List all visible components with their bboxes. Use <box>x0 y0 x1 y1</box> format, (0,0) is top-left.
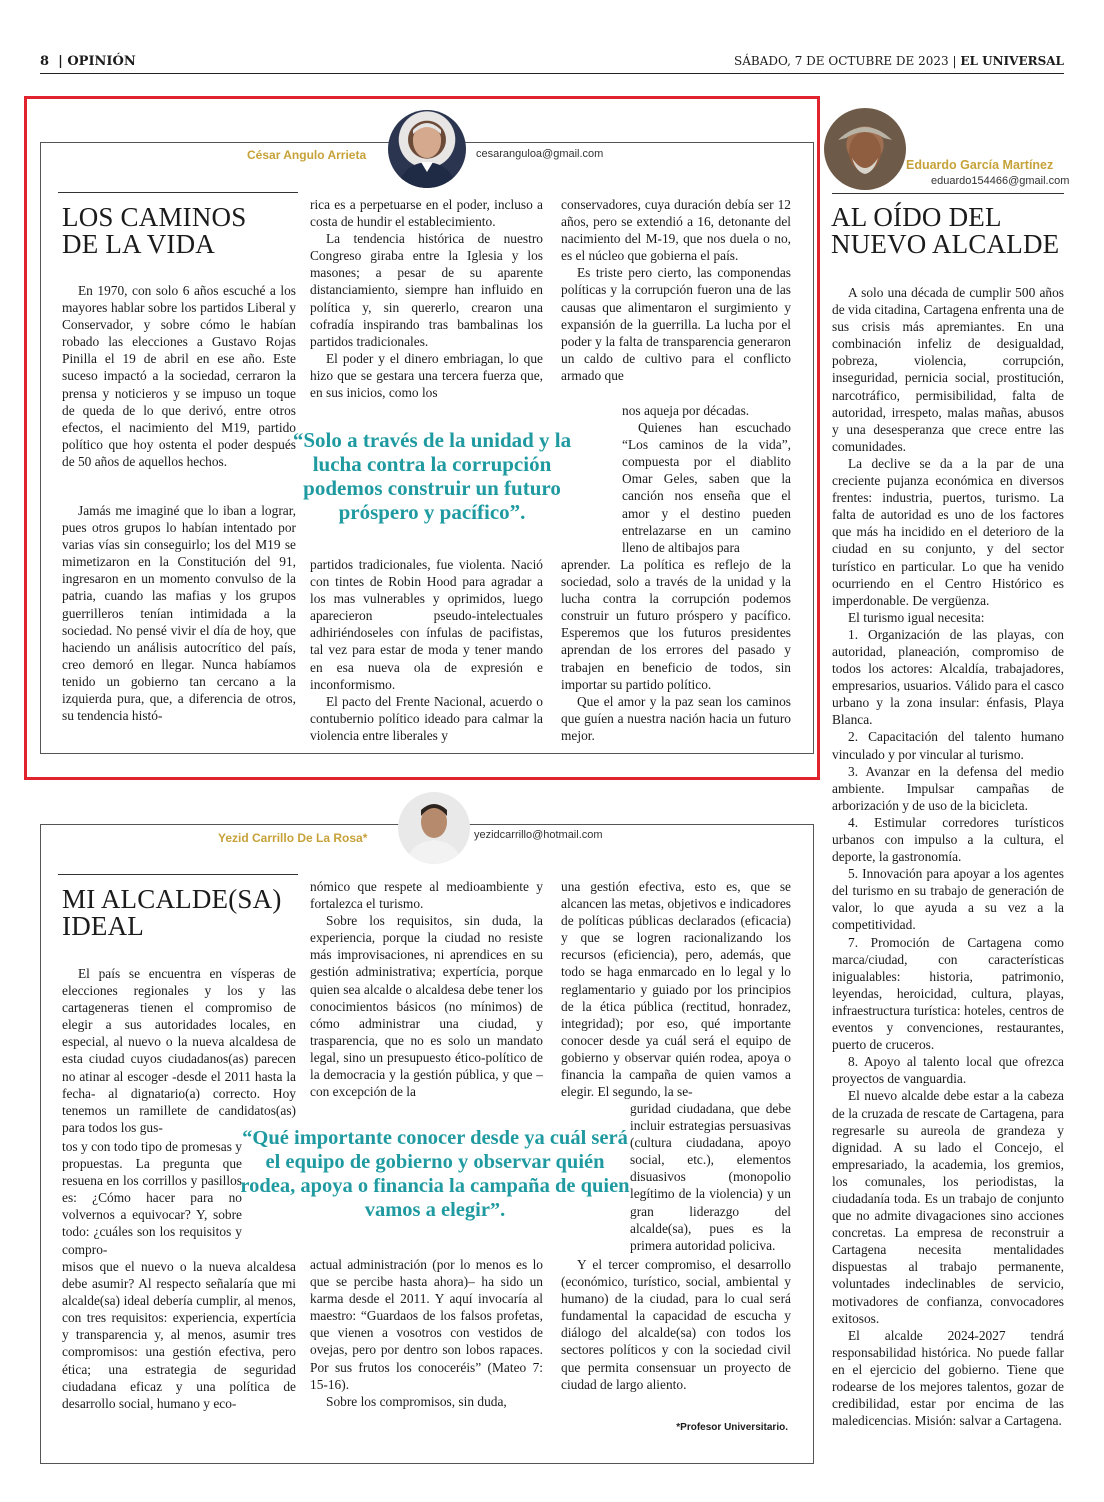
paragraph: 5. Innovación para apoyar a los agentes del turismo en su trabajo de generación de valor, lo que ayuda a su vez a la competitividad. <box>832 866 1064 933</box>
author-portrait-icon <box>398 792 470 864</box>
author-email: yezidcarrillo@hotmail.com <box>474 829 603 841</box>
page-number: 8 <box>40 54 50 69</box>
author-footnote: *Profesor Universitario. <box>676 1422 788 1433</box>
paragraph: 2. Capacitación del talento humano vinculado y por vincular al turismo. <box>832 729 1064 762</box>
column-2-bottom <box>310 556 543 744</box>
column-3-top <box>561 878 791 1100</box>
article-title <box>831 204 1059 258</box>
title-line-2: NUEVO ALCALDE <box>831 229 1060 259</box>
paragraph: Sobre los compromisos, sin duda, <box>326 1393 507 1409</box>
title-line-2: DE LA VIDA <box>62 229 215 259</box>
page-header <box>40 52 1064 74</box>
column-1 <box>62 965 296 1136</box>
paragraph: El nuevo alcalde debe estar a la cabeza de la cruzada de rescate de Cartagena, para regresarle su aureola de grandeza y dignidad. A su lado el Concejo, el empresariado, la academia, los gremios, los comunales, los periodistas, la ciudadanía toda. Es un trabajo de conjunto que no admite divagaciones sino acciones concretas. La empresa de reconstruir a Cartagena necesita mentalidades dispuestas al trabajo permanente, voluntades indeclinables de servicio, motivadores de confianza, convocadores exitosos. <box>832 1088 1064 1326</box>
paragraph: A solo una década de cumplir 500 años de vida citadina, Cartagena enfrenta una de sus crisis más apremiantes. En una combinación infeliz de desigualdad, pobreza, violencia, corrupción, inseguridad, pernicia social, prostitución, narcotráfico, permisibilidad, falta de autoridad, irrespeto, malas mañas, abusos y una desesperanza que crece entre las comunidades. <box>832 285 1064 454</box>
author-email: eduardo154466@gmail.com <box>931 175 1070 187</box>
paragraph: Que el amor y la paz sean los caminos que guíen a nuestra nación hacia un futuro mejor. <box>561 693 791 743</box>
paragraph: rica es a perpetuarse en el poder, incluso a costa de hundir el establecimiento. <box>310 197 543 230</box>
author-portrait-icon <box>824 108 906 190</box>
paragraph: La tendencia histórica de nuestro Congreso giraba entre la Iglesia y los masones; a pesar de su aparente distanciamiento, siempre han influido en política y, sin quererlo, crearon una cofradía inspirando tras bambalinas los partidos tradicionales. <box>310 231 543 349</box>
paragraph: 4. Estimular corredores turísticos urbanos con impulso a la cultura, el deporte, la gastronomía. <box>832 814 1064 865</box>
paragraph: conservadores, cuya duración debía ser 12 años, pero se extendió a 16, detonante del nacimiento del M-19, que nos duela o no, es el núcleo que gobierna el país. <box>561 197 791 264</box>
paragraph: Quienes han escuchado “Los caminos de la vida”, compuesta por el diablito Omar Geles, saben que la canción nos enseña que el amor y el destino pueden entrelazarse en un camino lleno de altibajos para <box>622 420 791 555</box>
author-name: César Angulo Arrieta <box>247 148 367 162</box>
column-1-cont <box>62 502 296 724</box>
paragraph: El poder y el dinero embriagan, lo que hizo que se gestara una tercera fuerza que, en sus inicios, como los <box>310 350 543 401</box>
paragraph: El pacto del Frente Nacional, acuerdo o contubernio político ideado para calmar la violencia entre liberales y <box>310 693 543 743</box>
title-line-1: AL OÍDO DEL <box>831 202 1002 232</box>
column-1-mid <box>62 1138 242 1258</box>
paragraph: una gestión efectiva, esto es, que se alcancen las metas, objetivos e indicadores de políticas públicas declarados (eficacia) y que se logren racionalizando los recursos (eficiencia), pero, además, que todo se haga enmarcado en lo legal y lo reglamentario y guiado por los principios de la ética pública (rectitud, honradez, integridad); por eso, qué importante conocer desde ya cuál será el equipo de gobierno y observar quién rodea, apoya o financia la campaña de quien vamos a elegir. El segundo, la se- <box>561 879 791 1100</box>
paragraph: Jamás me imaginé que lo iban a lograr, pues otros grupos lo habían intentado por varias vías sin conseguirlo; los del M19 se mimetizaron en la Constitución del 91, ingresaron en un momento convulso de la patria, cuando las mafias y los grupos guerrilleros tenían intimidada a la sociedad. No pensé vivir el día de hoy, que haciendo un análisis autocrítico del país, creo demoró en llegar. Nunca habíamos tenido un gobierno tan cercano a la izquierda pura, que, a diferencia de otros, su tendencia histó- <box>62 503 296 724</box>
paragraph: Sobre los requisitos, sin duda, la experiencia, porque la ciudad no resiste más improvisaciones, ni aprendices en su gestión administrativa; expertícia, porque quien sea alcalde o alcaldesa debe tener los conocimientos básicos (no mínimos) de cómo administrar una ciudad, y trasparencia, que no es solo un mandato legal, sino un presupuesto ético-político de la democracia y la gestión pública, y que –con excepción de la <box>310 913 543 1100</box>
pull-quote: “Qué importante conocer desde ya cuál será el equipo de gobierno y observar quién rodea, apoya o financia la campaña de quien vamos a elegir”. <box>240 1127 630 1221</box>
author-photo-yezid <box>398 792 470 864</box>
column-3-bottom <box>561 1256 791 1393</box>
title-rule <box>832 193 1064 194</box>
paragraph: misos que el nuevo o la nueva alcaldesa debe asumir? Al respecto señalaría que mi alcalde(sa) ideal debería cumplir, al menos, con tres requisitos: experiencia, expertícia y transparencia y, al menos, asumir tres compromisos: una gestión efectiva, pero ética; una estrategia de seguridad ciudadana eficaz y una política de desarrollo social, humano y eco- <box>62 1259 296 1411</box>
title-line-1: MI ALCALDE(SA) <box>62 884 282 914</box>
author-name: Yezid Carrillo De La Rosa* <box>218 831 368 845</box>
paragraph: nómico que respete al medioambiente y fortalezca el turismo. <box>310 879 543 912</box>
newspaper-name: EL UNIVERSAL <box>960 54 1064 68</box>
paragraph: 1. Organización de las playas, con autoridad, planeación, compromiso de todos los actores: Alcaldía, trabajadores, empresarios, usuarios. Válido para el casco urbano y la zona insular: énfasis, Playa Blanca. <box>832 626 1064 728</box>
column-1-bottom <box>62 1258 296 1412</box>
column-2-bottom <box>310 1256 543 1410</box>
author-name: Eduardo García Martínez <box>906 158 1054 172</box>
author-photo-cesar <box>388 110 466 188</box>
paragraph: 8. Apoyo al talento local que ofrezca proyectos de vanguardia. <box>832 1054 1064 1087</box>
author-photo-eduardo <box>824 108 906 190</box>
column-1 <box>62 282 296 470</box>
paragraph: aprender. La política es reflejo de la sociedad, solo a través de la unidad y la lucha contra la corrupción podemos construir un futuro próspero y pacífico. Esperemos que los futuros presidentes aprendan de los errores del pasado y trabajen en beneficio de todos, sin importar su partido político. <box>561 557 791 692</box>
paragraph: partidos tradicionales, fue violenta. Nació con tintes de Robin Hood para agradar a los mas vulnerables y oprimidos, luego aparecieron pseudo-intelectuales adhiriéndoseles con ínfulas de pacifistas, tal vez para estar de moda y tener mando en esa nueva ola de expresión e inconformismo. <box>310 557 543 692</box>
issue-date: SÁBADO, 7 DE OCTUBRE DE 2023 <box>733 54 949 68</box>
column-right <box>832 284 1064 1429</box>
paragraph: nos aqueja por décadas. <box>622 403 750 418</box>
paragraph: El turismo igual necesita: <box>848 609 985 625</box>
title-line-1: LOS CAMINOS <box>62 202 247 232</box>
page-dateline: SÁBADO, 7 DE OCTUBRE DE 2023 | EL UNIVERSAL <box>733 54 1064 68</box>
paragraph: actual administración (por lo menos es lo que se percibe hasta ahora)– ha sido un karma desde el 2011. Y aquí invocaría al maestro: “Guardaos de los falsos profetas, que vienen a vosotros con vestidos de ovejas, pero por dentro son lobos rapaces. Por sus frutos los conoceréis” (Mateo 7: 15-16). <box>310 1257 543 1392</box>
column-3-bottom <box>561 556 791 744</box>
article-title <box>62 204 246 258</box>
paragraph: En 1970, con solo 6 años escuché a los mayores hablar sobre los partidos Liberal y Conservador, y sobre cómo le habían robado las elecciones a Gustavo Rojas Pinilla el 19 de abril en ese año. Este suceso impactó a la sociedad, cerraron la prensa y noticieros y se impuso un toque de queda de lo que derivó, entre otros efectos, el nacimiento del M19, partido político que hoy ostenta el poder después de 50 años de aquellos hechos. <box>62 283 296 469</box>
pull-quote: “Solo a través de la unidad y la lucha contra la corrupción podemos construir un futuro próspero y pacífico”. <box>292 428 572 524</box>
title-line-2: IDEAL <box>62 911 144 941</box>
paragraph: guridad ciudadana, que debe incluir estrategias persuasivas (cultura ciudadana, apoyo social, etc.), elementos disuasivos (monopolio legítimo de la violencia) y un gran liderazgo del alcalde(sa), pues es la primera autoridad policiva. <box>630 1101 791 1253</box>
column-3-mid <box>622 402 791 556</box>
paragraph: El alcalde 2024-2027 tendrá responsabilidad histórica. No puede fallar en el ejercicio del gobierno. Tiene que rodearse de los mejores talentos, gozar de credibilidad, estar por encima de las maledicencias. Misión: salvar a Cartagena. <box>832 1327 1064 1429</box>
paragraph: Y el tercer compromiso, el desarrollo (económico, turístico, social, ambiental y humano) de la ciudad, para lo cual será fundamental la capacidad de escucha y diálogo del alcalde(sa) con todos los sectores políticos y con la sociedad civil que permita consensuar un proyecto de ciudad de largo aliento. <box>561 1257 791 1392</box>
column-3-mid <box>630 1100 791 1254</box>
section-name: OPINIÓN <box>67 54 136 69</box>
column-2-top <box>310 878 543 1100</box>
title-rule <box>58 874 298 875</box>
paragraph: tos y con todo tipo de promesas y propuestas. La pregunta que resuena en los corrillos y pasillos es: ¿Cómo hacer para no volvernos a equivocar? Y, sobre todo: ¿cuáles son los requisitos y compro- <box>62 1139 242 1257</box>
paragraph: Es triste pero cierto, las componendas políticas y la corrupción fueron una de las causas que alimentaron el surgimiento y expansión de la guerrilla. La lucha por el poder y la falta de transparencia generaron un caldo de cultivo para el conflicto armado que <box>561 265 791 383</box>
paragraph: La declive se da a la par de una creciente pujanza económica en diversos frentes: industria, puertos, turismo. La falta de autoridad es uno de los factores que más ha incidido en el deterioro de la ciudad en su conjunto, y del sector turístico en particular. Lo que ha venido ocurriendo en el Centro Histórico es imperdonable. De vergüenza. <box>832 455 1064 608</box>
paragraph: 3. Avanzar en la defensa del medio ambiente. Impulsar campañas de arborización y de uso de la bicicleta. <box>832 763 1064 813</box>
column-2-top <box>310 196 543 401</box>
article-title <box>62 886 282 940</box>
paragraph: 7. Promoción de Cartagena como marca/ciudad, con características inigualables: historia, patrimonio, leyendas, heroicidad, cultura, playas, infraestructura turística: hoteles, centros de eventos y convenciones, restaurantes, puerto de cruceros. <box>832 934 1064 1053</box>
title-rule <box>58 192 298 193</box>
author-portrait-icon <box>388 110 466 188</box>
page-section: 8 | OPINIÓN <box>40 54 136 69</box>
paragraph: El país se encuentra en vísperas de elecciones regionales y los y las cartageneras tienen el compromiso de elegir a sus autoridades locales, en especial, al nuevo o la nueva alcaldesa de esta ciudad cuyos ciudadanos(as) parecen no atinar al escoger -desde el 2011 hasta la fecha- al dignatario(a) correcto. Hoy tenemos un ramillete de candidatos(as) para todos los gus- <box>62 966 296 1135</box>
column-3-top <box>561 196 791 384</box>
author-email: cesaranguloa@gmail.com <box>476 148 604 160</box>
